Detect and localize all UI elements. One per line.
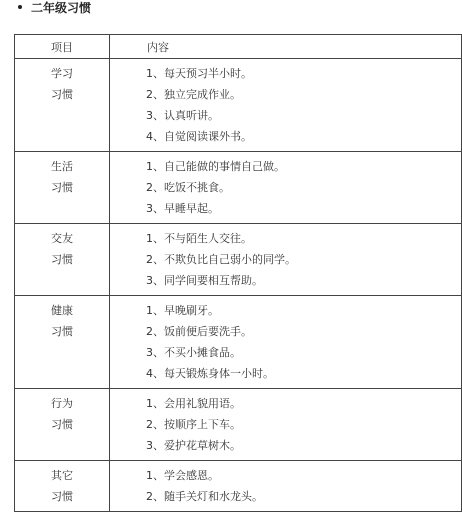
list-item: 4、每天锻炼身体一小时。 [146,367,274,380]
category-cell [15,461,110,512]
list-item: 4、自觉阅读课外书。 [146,130,252,143]
category-label: 交友 [51,232,73,245]
content-cell [110,224,462,296]
section-heading [18,0,91,14]
list-item: 3、爱护花草树木。 [146,439,241,452]
list-item: 3、同学间要相互帮助。 [146,274,263,287]
column-header-content: 内容 [110,35,462,59]
category-cell [15,152,110,224]
table-header-row [15,35,462,59]
habits-table [14,34,462,512]
list-item: 3、早睡早起。 [146,202,219,215]
category-label: 习惯 [51,181,73,194]
list-item: 2、按顺序上下车。 [146,418,241,431]
category-cell [15,224,110,296]
category-cell [15,389,110,461]
list-item: 2、吃饭不挑食。 [146,181,230,194]
category-label: 习惯 [51,253,73,266]
list-item: 1、不与陌生人交往。 [146,232,252,245]
list-item: 3、不买小摊食品。 [146,346,241,359]
category-label: 其它 [51,469,73,482]
section-heading-text: 二年级习惯 [31,0,92,15]
category-label: 习惯 [51,88,73,101]
category-label: 习惯 [51,325,73,338]
category-label: 学习 [51,67,73,80]
table-row [15,461,462,512]
content-cell [110,389,462,461]
category-label: 行为 [51,397,73,410]
content-cell [110,59,462,152]
list-item: 1、学会感恩。 [146,469,219,482]
table-row [15,59,462,152]
column-header-item: 项目 [15,35,110,59]
category-cell [15,59,110,152]
table-row [15,389,462,461]
list-item: 2、随手关灯和水龙头。 [146,490,263,503]
list-item: 1、每天预习半小时。 [146,67,252,80]
bullet-icon [18,5,22,9]
list-item: 2、饭前便后要洗手。 [146,325,252,338]
category-label: 健康 [51,304,73,317]
list-item: 2、独立完成作业。 [146,88,241,101]
list-item: 3、认真听讲。 [146,109,219,122]
content-cell [110,296,462,389]
category-label: 习惯 [51,418,73,431]
table-row [15,296,462,389]
category-label: 生活 [51,160,73,173]
list-item: 1、早晚刷牙。 [146,304,219,317]
content-cell [110,461,462,512]
list-item: 2、不欺负比自己弱小的同学。 [146,253,296,266]
list-item: 1、自己能做的事情自己做。 [146,160,285,173]
category-cell [15,296,110,389]
list-item: 1、会用礼貌用语。 [146,397,241,410]
category-label: 习惯 [51,490,73,503]
table-row [15,224,462,296]
content-cell [110,152,462,224]
table-row [15,152,462,224]
